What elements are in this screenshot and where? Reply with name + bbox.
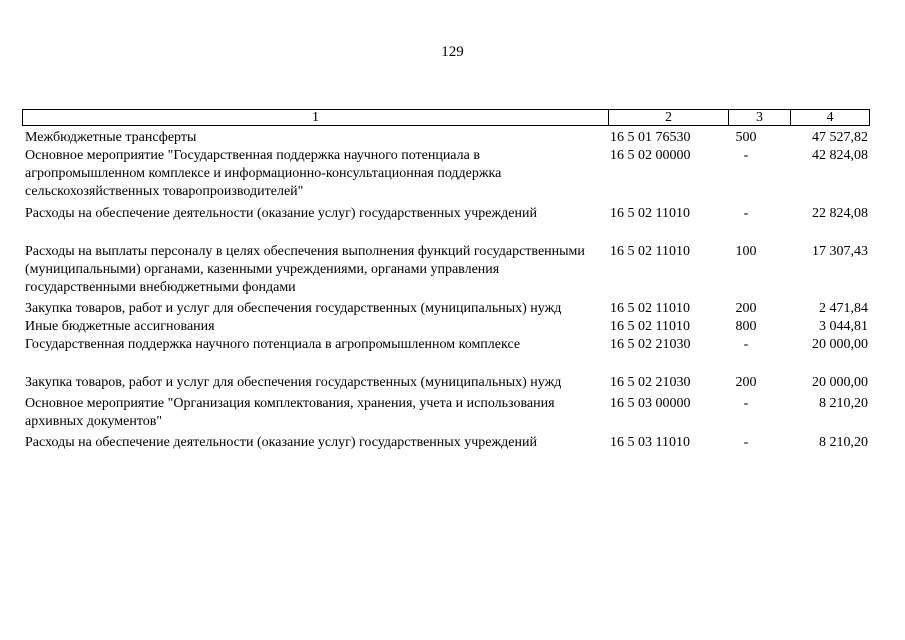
row-sum: 20 000,00 bbox=[812, 375, 868, 390]
row-code: 16 5 02 00000 bbox=[610, 148, 691, 163]
header-col-3: 3 bbox=[729, 110, 791, 125]
page-number: 129 bbox=[441, 44, 464, 60]
row-name: Расходы на выплаты персоналу в целях обеспечения выполнения функций государственными (муниципальными) органами, казенными учреждениями, органами управления государственными внебюджетными фондами bbox=[25, 244, 585, 295]
row-sum: 2 471,84 bbox=[819, 301, 868, 316]
row-sum: 47 527,82 bbox=[812, 130, 868, 145]
row-name: Основное мероприятие "Организация комплектования, хранения, учета и использования архивных документов" bbox=[25, 396, 555, 429]
row-sum: 22 824,08 bbox=[812, 206, 868, 221]
table-header bbox=[22, 109, 870, 126]
table-row bbox=[25, 318, 870, 336]
table-row bbox=[25, 374, 870, 392]
row-name: Расходы на обеспечение деятельности (оказание услуг) государственных учреждений bbox=[25, 435, 537, 450]
table-row bbox=[25, 395, 870, 431]
row-code: 16 5 03 00000 bbox=[610, 396, 691, 411]
header-col-1: 1 bbox=[23, 110, 609, 125]
row-type: - bbox=[743, 148, 749, 163]
table-row bbox=[25, 205, 870, 223]
row-name: Закупка товаров, работ и услуг для обеспечения государственных (муниципальных) нужд bbox=[25, 301, 562, 316]
row-code: 16 5 02 11010 bbox=[610, 206, 690, 221]
row-type: - bbox=[743, 337, 749, 352]
table-row bbox=[25, 243, 870, 297]
table-row bbox=[25, 129, 870, 147]
row-type: - bbox=[743, 435, 749, 450]
row-type: 100 bbox=[735, 244, 757, 259]
row-sum: 20 000,00 bbox=[812, 337, 868, 352]
row-name: Государственная поддержка научного потенциала в агропромышленном комплексе bbox=[25, 337, 521, 352]
row-type: 800 bbox=[735, 319, 757, 334]
row-code: 16 5 02 11010 bbox=[610, 301, 690, 316]
row-sum: 8 210,20 bbox=[819, 396, 868, 411]
row-type: - bbox=[743, 396, 749, 411]
row-name: Расходы на обеспечение деятельности (оказание услуг) государственных учреждений bbox=[25, 206, 537, 221]
row-type: 200 bbox=[735, 301, 757, 316]
row-code: 16 5 01 76530 bbox=[610, 130, 691, 145]
row-name: Основное мероприятие "Государственная поддержка научного потенциала в агропромышленном комплексе и информационно-консультационная поддержка сельскохозяйственных товаропроизводителей" bbox=[25, 148, 502, 199]
row-name: Иные бюджетные ассигнования bbox=[25, 319, 215, 334]
row-code: 16 5 03 11010 bbox=[610, 435, 690, 450]
row-sum: 42 824,08 bbox=[812, 148, 868, 163]
table-row bbox=[25, 147, 870, 201]
row-code: 16 5 02 11010 bbox=[610, 319, 690, 334]
row-code: 16 5 02 21030 bbox=[610, 375, 691, 390]
header-col-2: 2 bbox=[609, 110, 729, 125]
row-name: Межбюджетные трансферты bbox=[25, 130, 197, 145]
row-type: - bbox=[743, 206, 749, 221]
row-code: 16 5 02 11010 bbox=[610, 244, 690, 259]
row-sum: 3 044,81 bbox=[819, 319, 868, 334]
row-type: 200 bbox=[735, 375, 757, 390]
header-col-4: 4 bbox=[826, 110, 834, 125]
row-code: 16 5 02 21030 bbox=[610, 337, 691, 352]
table-row bbox=[25, 434, 870, 452]
row-sum: 8 210,20 bbox=[819, 435, 868, 450]
row-type: 500 bbox=[735, 130, 757, 145]
table-row bbox=[25, 336, 870, 354]
table-body bbox=[25, 129, 870, 452]
row-sum: 17 307,43 bbox=[812, 244, 868, 259]
row-name: Закупка товаров, работ и услуг для обеспечения государственных (муниципальных) нужд bbox=[25, 375, 562, 390]
table-row bbox=[25, 300, 870, 318]
